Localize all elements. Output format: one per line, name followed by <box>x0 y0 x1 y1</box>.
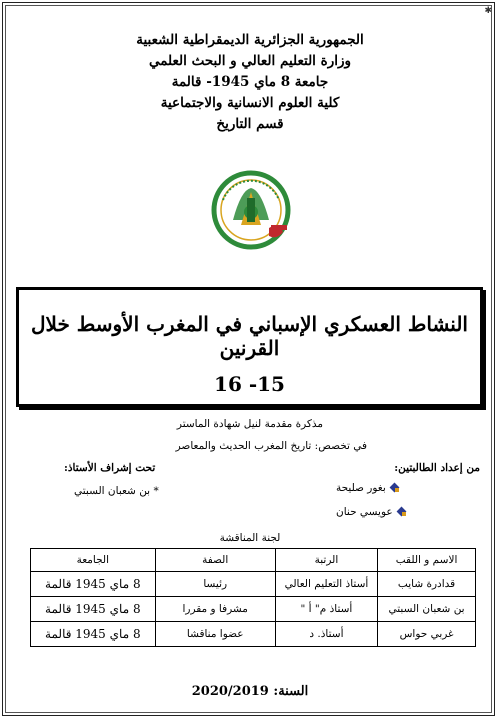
university-logo <box>211 170 291 250</box>
header-university: جامعة 8 ماي 1945- قالمة <box>171 74 329 90</box>
header-ministry: وزارة التعليم العالي و البحث العلمي <box>148 53 352 69</box>
col-header-name: الاسم و اللقب <box>378 549 476 572</box>
corner-mark: ✱ <box>484 6 492 16</box>
committee-label: لجنة المناقشة <box>219 532 281 544</box>
cell-name: غربي حواس <box>378 622 476 647</box>
cell-rank: أستاذ التعليم العالي <box>275 572 377 597</box>
year-label: السنة: <box>273 684 309 699</box>
cell-role: مشرفا و مقررا <box>155 597 275 622</box>
memo-subtitle: مذكرة مقدمة لنيل شهادة الماستر <box>176 418 324 430</box>
committee-table <box>30 548 476 647</box>
header-faculty: كلية العلوم الانسانية والاجتماعية <box>160 95 340 111</box>
header-department: قسم التاريخ <box>216 116 284 132</box>
table-row <box>31 572 476 597</box>
bullet-icon <box>390 483 400 493</box>
thesis-title-box <box>16 287 483 407</box>
cell-university: 8 ماي 1945 قالمة <box>31 572 156 597</box>
thesis-title-line2: 16 -15 <box>214 372 285 396</box>
cell-role: عضوا مناقشا <box>155 622 275 647</box>
table-header-row <box>31 549 476 572</box>
memo-specialty: في تخصص: تاريخ المغرب الحديث والمعاصر <box>175 440 367 452</box>
year-value: 2020/2019 <box>191 684 269 699</box>
cell-rank: أستاذ. د <box>275 622 377 647</box>
col-header-role: الصفة <box>155 549 275 572</box>
student-name: عويسي حنان <box>336 506 393 518</box>
cell-name: قدادرة شايب <box>378 572 476 597</box>
table-row <box>31 597 476 622</box>
cell-rank: أستاذ م" أ " <box>275 597 377 622</box>
cell-role: رئيسا <box>155 572 275 597</box>
col-header-rank: الرتبة <box>275 549 377 572</box>
cell-university: 8 ماي 1945 قالمة <box>31 597 156 622</box>
supervisor-name: * بن شعبان السبتي <box>74 485 159 497</box>
student-name: بغور صليحة <box>336 482 386 494</box>
institution-header <box>0 30 500 135</box>
header-republic: الجمهورية الجزائرية الديمقراطية الشعبية <box>136 32 364 48</box>
thesis-title-line1: النشاط العسكري الإسباني في المغرب الأوسط خلال القرنين <box>30 312 468 360</box>
students-list <box>336 478 456 522</box>
col-header-university: الجامعة <box>31 549 156 572</box>
cell-name: بن شعبان السبتي <box>378 597 476 622</box>
student-item <box>336 478 456 498</box>
academic-year <box>0 684 500 699</box>
table-row <box>31 622 476 647</box>
cell-university: 8 ماي 1945 قالمة <box>31 622 156 647</box>
bullet-icon <box>397 507 407 517</box>
supervisor-label: تحت إشراف الأستاذ: <box>64 462 156 474</box>
students-label: من إعداد الطالبتين: <box>394 462 480 474</box>
student-item <box>336 502 456 522</box>
